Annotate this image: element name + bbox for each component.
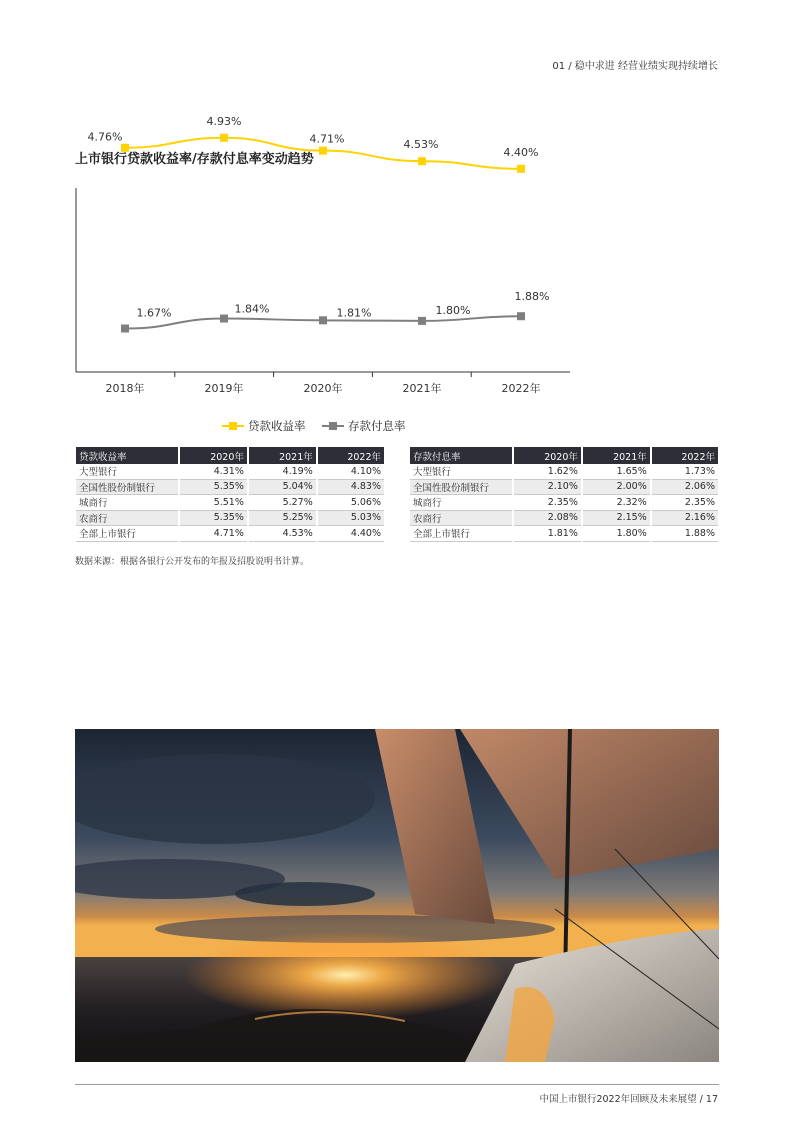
x-tick-label: 2018年: [105, 382, 145, 395]
deposit-cell: 2.08%: [513, 510, 582, 526]
loan-row-label: 全国性股份制银行: [76, 479, 179, 495]
deposit-cell: 1.88%: [651, 526, 718, 542]
footer-text: 中国上市银行2022年回顾及未来展望: [539, 1094, 697, 1105]
legend-label: 贷款收益率: [248, 419, 306, 433]
loan-cell: 5.25%: [248, 510, 317, 526]
loan-table-year-2020: 2020年: [179, 447, 248, 464]
loan-yield-data-label: 4.40%: [503, 145, 539, 159]
loan-row-label: 大型银行: [76, 464, 179, 479]
deposit-table-year-2022: 2022年: [651, 447, 718, 464]
x-tick-label: 2021年: [402, 382, 442, 395]
deposit-cell: 1.65%: [582, 464, 651, 479]
sailboat-sunset-photo: [75, 729, 719, 1062]
loan-yield-point: [220, 134, 228, 142]
loan-cell: 4.71%: [179, 526, 248, 542]
deposit-cell: 1.62%: [513, 464, 582, 479]
deposit-row: [410, 464, 718, 479]
deposit-cell: 1.81%: [513, 526, 582, 542]
loan-yield-table: [76, 447, 384, 542]
deposit-row-label: 全国性股份制银行: [410, 479, 513, 495]
deposit-row-label: 全部上市银行: [410, 526, 513, 542]
deposit-table-year-2020: 2020年: [513, 447, 582, 464]
loan-row-label: 城商行: [76, 495, 179, 511]
loan-yield-data-label: 4.53%: [403, 138, 439, 152]
x-tick-label: 2019年: [204, 382, 244, 395]
loan-row: [76, 464, 384, 479]
line-chart: [0, 0, 793, 440]
deposit-cell: 2.15%: [582, 510, 651, 526]
deposit-table-year-2021: 2021年: [582, 447, 651, 464]
loan-cell: 5.51%: [179, 495, 248, 511]
legend-marker: [329, 422, 337, 430]
loan-row-label: 全部上市银行: [76, 526, 179, 542]
deposit-cell: 2.32%: [582, 495, 651, 511]
deposit-cell: 1.80%: [582, 526, 651, 542]
loan-yield-data-label: 4.71%: [309, 132, 345, 146]
legend-label: 存款付息率: [348, 419, 406, 433]
deposit-rate-point: [121, 325, 129, 333]
loan-yield-point: [121, 144, 129, 152]
loan-row: [76, 510, 384, 526]
deposit-rate-data-label: 1.88%: [514, 290, 550, 304]
loan-cell: 5.03%: [317, 510, 384, 526]
loan-yield-data-label: 4.76%: [87, 130, 123, 144]
loan-cell: 4.10%: [317, 464, 384, 479]
loan-cell: 5.04%: [248, 479, 317, 495]
deposit-rate-data-label: 1.67%: [136, 306, 172, 320]
loan-cell: 5.27%: [248, 495, 317, 511]
deposit-cell: 2.35%: [513, 495, 582, 511]
deposit-rate-data-label: 1.81%: [336, 306, 372, 320]
deposit-row: [410, 526, 718, 542]
legend-marker: [229, 422, 237, 430]
loan-table-year-2022: 2022年: [317, 447, 384, 464]
section-title: 01 / 稳中求进 经营业绩实现持续增长: [552, 61, 718, 72]
x-tick-label: 2020年: [303, 382, 343, 395]
loan-yield-point: [319, 147, 327, 155]
deposit-rate-point: [418, 317, 426, 325]
deposit-cell: 1.73%: [651, 464, 718, 479]
deposit-rate-data-label: 1.80%: [435, 303, 471, 317]
loan-cell: 4.31%: [179, 464, 248, 479]
deposit-row-label: 大型银行: [410, 464, 513, 479]
deposit-row: [410, 510, 718, 526]
deposit-rate-table: [410, 447, 718, 542]
page-footer: [539, 1091, 718, 1105]
loan-cell: 4.19%: [248, 464, 317, 479]
deposit-rate-data-label: 1.84%: [234, 302, 270, 316]
loan-row: [76, 526, 384, 542]
deposit-row-label: 城商行: [410, 495, 513, 511]
deposit-rate-point: [220, 315, 228, 323]
loan-table-year-2021: 2021年: [248, 447, 317, 464]
deposit-rate-point: [319, 316, 327, 324]
chart-title: 上市银行贷款收益率/存款付息率变动趋势: [75, 152, 314, 167]
deposit-row: [410, 495, 718, 511]
deposit-cell: 2.35%: [651, 495, 718, 511]
source-note: 数据来源：根据各银行公开发布的年报及招股说明书计算。: [75, 557, 310, 567]
footer-divider: [75, 1084, 719, 1085]
deposit-cell: 2.00%: [582, 479, 651, 495]
loan-cell: 4.53%: [248, 526, 317, 542]
deposit-cell: 2.10%: [513, 479, 582, 495]
page-number: 17: [705, 1094, 718, 1105]
loan-cell: 4.40%: [317, 526, 384, 542]
loan-yield-point: [418, 157, 426, 165]
loan-yield-point: [517, 165, 525, 173]
deposit-cell: 2.06%: [651, 479, 718, 495]
loan-row: [76, 479, 384, 495]
x-tick-label: 2022年: [501, 382, 541, 395]
deposit-row: [410, 479, 718, 495]
deposit-table-header: 存款付息率: [410, 447, 513, 464]
footer-separator: /: [699, 1094, 706, 1105]
loan-row: [76, 495, 384, 511]
loan-table-header: 贷款收益率: [76, 447, 179, 464]
loan-row-label: 农商行: [76, 510, 179, 526]
loan-cell: 5.35%: [179, 510, 248, 526]
deposit-rate-point: [517, 312, 525, 320]
loan-cell: 4.83%: [317, 479, 384, 495]
loan-cell: 5.06%: [317, 495, 384, 511]
loan-cell: 5.35%: [179, 479, 248, 495]
loan-yield-data-label: 4.93%: [206, 114, 242, 128]
deposit-cell: 2.16%: [651, 510, 718, 526]
deposit-row-label: 农商行: [410, 510, 513, 526]
